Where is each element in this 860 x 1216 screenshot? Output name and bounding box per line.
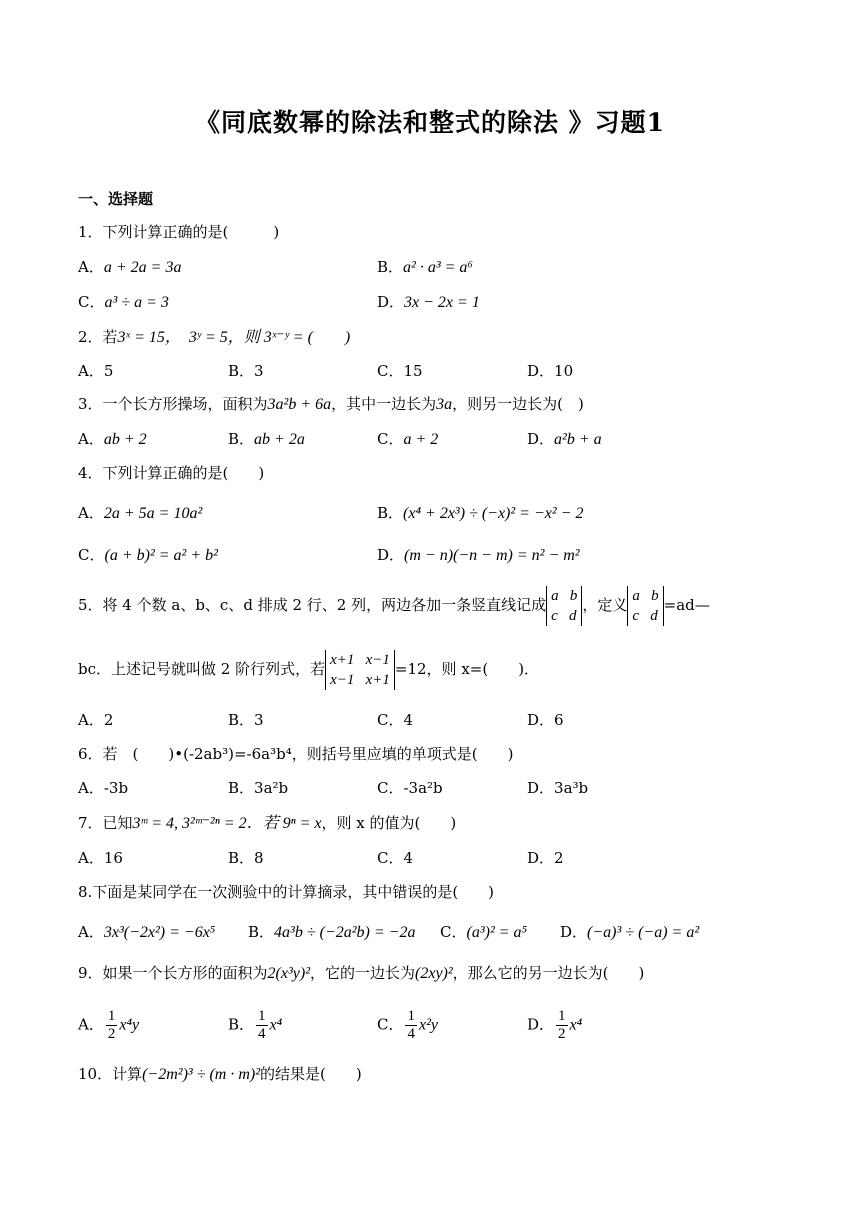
- question-1-stem: 1．下列计算正确的是( ): [78, 223, 280, 241]
- q2-option-a[interactable]: A．5: [78, 362, 114, 380]
- q8-option-b[interactable]: B．4a³b ÷ (−2a²b) = −2a: [248, 923, 416, 941]
- question-4-stem: 4．下列计算正确的是( ): [78, 464, 265, 482]
- q6-option-b[interactable]: B．3a²b: [228, 779, 289, 797]
- fraction: $\frac{1}{2}$: [558, 1008, 566, 1042]
- q4-option-a[interactable]: A．2a + 5a = 10a²: [78, 504, 203, 522]
- q9-option-b[interactable]: B． $\frac{1}{4}$ x⁴: [228, 1008, 283, 1042]
- q6-option-d[interactable]: D．3a³b: [527, 779, 589, 797]
- question-10-stem: 10．计算(−2m²)³ ÷ (m · m)²的结果是( ): [78, 1065, 362, 1083]
- q1-option-c[interactable]: C．a³ ÷ a = 3: [78, 293, 169, 311]
- page-title: 《同底数幂的除法和整式的除法 》习题1: [194, 108, 666, 137]
- q1-option-d[interactable]: D．3x − 2x = 1: [377, 293, 480, 311]
- q6-option-a[interactable]: A．-3b: [78, 779, 129, 797]
- q7-option-b[interactable]: B．8: [228, 849, 264, 867]
- question-9-stem: 9．如果一个长方形的面积为2(x³y)²，它的一边长为(2xy)²，那么它的另一边长为( ): [78, 964, 645, 982]
- question-6-stem: 6．若 ( )•(-2ab³)=-6a³b⁴，则括号里应填的单项式是( ): [78, 745, 514, 763]
- q4-option-d[interactable]: D．(m − n)(−n − m) = n² − m²: [377, 546, 580, 564]
- q2-option-b[interactable]: B．3: [228, 362, 264, 380]
- q4-option-c[interactable]: C．(a + b)² = a² + b²: [78, 546, 218, 564]
- question-5-line-2: bc．上述记号就叫做 2 阶行列式，若 x+1 x−1 x−1 x+1 =12，则 x=( )．: [78, 652, 540, 688]
- determinant-x: x+1 x−1 x−1 x+1: [325, 650, 395, 690]
- q9-option-d[interactable]: D． $\frac{1}{2}$ x⁴: [527, 1008, 583, 1042]
- question-3-stem: 3．一个长方形操场，面积为3a²b + 6a，其中一边长为3a，则另一边长为( ): [78, 395, 584, 413]
- fraction: $\frac{1}{4}$: [407, 1008, 415, 1042]
- question-5-line-1: 5．将 4 个数 a、b、c、d 排成 2 行、2 列，两边各加一条竖直线记成 a b c d ，定义 a b c d =ad—: [78, 588, 710, 624]
- section-heading: 一、选择题: [78, 190, 154, 208]
- q3-option-c[interactable]: C．a + 2: [377, 430, 439, 448]
- question-2-stem: 2．若3ˣ = 15， 3ʸ = 5，则 3ˣ⁻ʸ = ( ): [78, 328, 351, 346]
- q8-option-a[interactable]: A．3x³(−2x²) = −6x⁵: [78, 923, 216, 941]
- q2-option-c[interactable]: C．15: [377, 362, 423, 380]
- determinant-abcd: a b c d: [546, 586, 582, 626]
- q2-option-d[interactable]: D．10: [527, 362, 574, 380]
- q5-option-b[interactable]: B．3: [228, 711, 264, 729]
- q3-option-a[interactable]: A．ab + 2: [78, 430, 147, 448]
- determinant-abcd-definition: a b c d: [627, 586, 663, 626]
- q1-option-b[interactable]: B．a² · a³ = a⁶: [377, 258, 473, 276]
- q6-option-c[interactable]: C．-3a²b: [377, 779, 443, 797]
- q5-option-d[interactable]: D．6: [527, 711, 564, 729]
- fraction: $\frac{1}{2}$: [107, 1008, 116, 1042]
- question-7-stem: 7．已知3ᵐ = 4, 3²ᵐ⁻²ⁿ = 2．若 9ⁿ = x，则 x 的值为( ): [78, 814, 457, 832]
- q7-option-d[interactable]: D．2: [527, 849, 564, 867]
- q7-option-a[interactable]: A．16: [78, 849, 123, 867]
- q1-option-a[interactable]: A．a + 2a = 3a: [78, 258, 182, 276]
- q4-option-b[interactable]: B．(x⁴ + 2x³) ÷ (−x)² = −x² − 2: [377, 504, 584, 522]
- q3-option-d[interactable]: D．a²b + a: [527, 430, 602, 448]
- q9-option-c[interactable]: C． $\frac{1}{4}$ x²y: [377, 1008, 438, 1042]
- q5-option-a[interactable]: A．2: [78, 711, 114, 729]
- q7-option-c[interactable]: C．4: [377, 849, 414, 867]
- q8-option-d[interactable]: D．(−a)³ ÷ (−a) = a²: [560, 923, 700, 941]
- fraction: $\frac{1}{4}$: [258, 1008, 266, 1042]
- q9-option-a[interactable]: A． $\frac{1}{2}$ x⁴y: [78, 1008, 140, 1042]
- q8-option-c[interactable]: C．(a³)² = a⁵: [440, 923, 528, 941]
- q5-option-c[interactable]: C．4: [377, 711, 414, 729]
- q3-option-b[interactable]: B．ab + 2a: [228, 430, 305, 448]
- question-8-stem: 8.下面是某同学在一次测验中的计算摘录，其中错误的是( ): [78, 883, 495, 901]
